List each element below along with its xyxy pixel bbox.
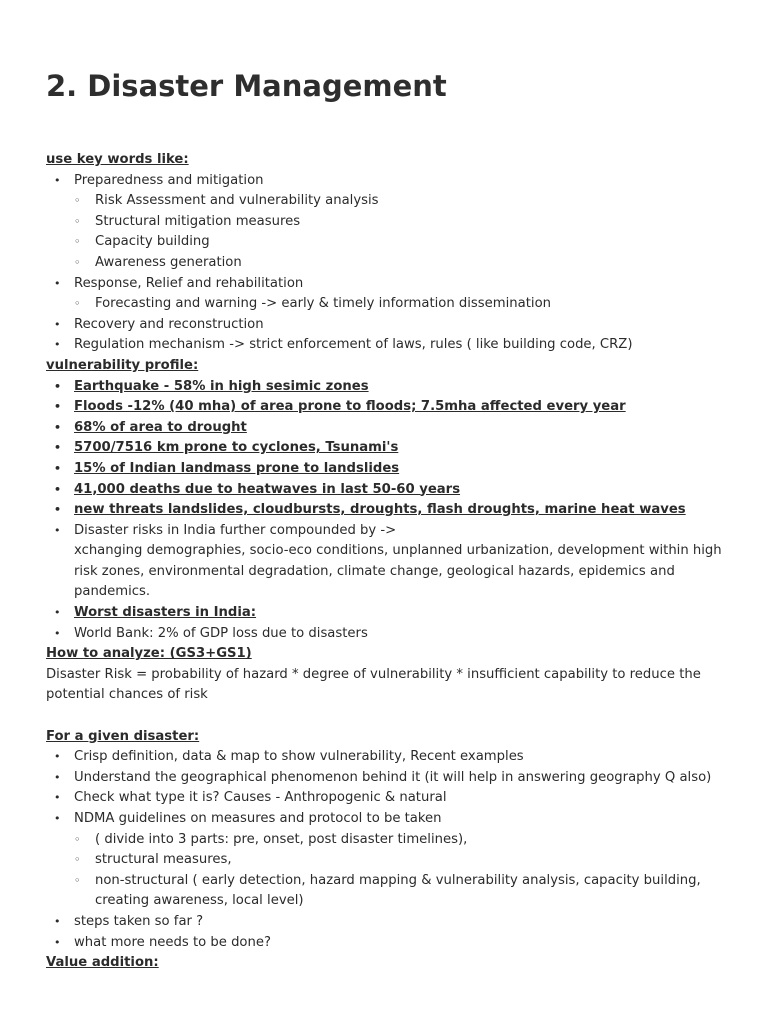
list-item: • Earthquake - 58% in high sesimic zones bbox=[74, 377, 722, 398]
sublist bbox=[74, 830, 722, 912]
list-item: • 41,000 deaths due to heatwaves in last 50-60 years bbox=[74, 480, 722, 501]
analyze-heading: How to analyze: (GS3+GS1) bbox=[46, 646, 252, 662]
list-item-label: NDMA guidelines on measures and protocol to be taken bbox=[74, 811, 442, 826]
sublist bbox=[74, 294, 722, 315]
list-item-label: Recovery and reconstruction bbox=[74, 316, 264, 332]
list-item: • what more needs to be done? bbox=[74, 933, 722, 954]
value-addition-heading: Value addition: bbox=[46, 955, 159, 971]
sublist-item: ◦ Forecasting and warning -> early & timely information dissemination bbox=[95, 294, 722, 315]
vulnerability-heading: vulnerability profile: bbox=[46, 357, 199, 373]
list-item: • new threats landslides, cloudbursts, droughts, flash droughts, marine heat waves bbox=[74, 500, 722, 521]
worst-disasters-label: Worst disasters in India: bbox=[74, 605, 257, 621]
page-title: 2. Disaster Management bbox=[46, 69, 447, 103]
given-disaster-list bbox=[46, 747, 722, 953]
list-item bbox=[74, 521, 722, 603]
sublist-item: ◦ Structural mitigation measures bbox=[95, 212, 722, 233]
list-item: • Understand the geographical phenomenon behind it (it will help in answering geography Q also) bbox=[74, 768, 722, 789]
list-item: • 5700/7516 km prone to cyclones, Tsunami's bbox=[74, 438, 722, 459]
risk-formula: Disaster Risk = probability of hazard * degree of vulnerability * insufficient capability to reduce the potential chances of risk bbox=[46, 666, 701, 703]
sublist-item: ◦ ( divide into 3 parts: pre, onset, post disaster timelines), bbox=[95, 830, 722, 851]
sublist-item: ◦ Capacity building bbox=[95, 232, 722, 253]
list-item: • 68% of area to drought bbox=[74, 418, 722, 439]
list-item bbox=[74, 603, 722, 624]
keywords-heading: use key words like: bbox=[46, 152, 189, 167]
spacer bbox=[46, 706, 722, 727]
compounded-detail: xchanging demographies, socio-eco conditions, unplanned urbanization, development within high risk zones, environmental degradation, climate change, geological hazards, epidemics and pandemics. bbox=[74, 543, 722, 600]
list-item: • 15% of Indian landmass prone to landslides bbox=[74, 459, 722, 480]
keywords-list bbox=[46, 171, 722, 356]
sublist-item: ◦ non-structural ( early detection, hazard mapping & vulnerability analysis, capacity building, creating awareness, local level) bbox=[95, 871, 722, 912]
document-body bbox=[46, 150, 722, 974]
list-item bbox=[74, 171, 722, 274]
list-item bbox=[74, 274, 722, 315]
list-item-label: Response, Relief and rehabilitation bbox=[74, 275, 304, 291]
vulnerability-list bbox=[46, 377, 722, 645]
list-item-label: Preparedness and mitigation bbox=[74, 172, 264, 188]
list-item bbox=[74, 809, 722, 912]
sublist-item: ◦ structural measures, bbox=[95, 850, 722, 871]
list-item: • Check what type it is? Causes - Anthropogenic & natural bbox=[74, 788, 722, 809]
sublist-item: ◦ Awareness generation bbox=[95, 253, 722, 274]
list-item bbox=[74, 315, 722, 336]
list-item: • Floods -12% (40 mha) of area prone to floods; 7.5mha affected every year bbox=[74, 397, 722, 418]
sublist bbox=[74, 191, 722, 273]
compounded-intro: • Disaster risks in India further compounded by -> bbox=[74, 522, 397, 538]
list-item: • Crisp definition, data & map to show vulnerability, Recent examples bbox=[74, 747, 722, 768]
sublist-item: ◦ Risk Assessment and vulnerability analysis bbox=[95, 191, 722, 212]
list-item: • World Bank: 2% of GDP loss due to disasters bbox=[74, 624, 722, 645]
given-disaster-heading: For a given disaster: bbox=[46, 728, 200, 744]
list-item bbox=[74, 335, 722, 356]
list-item-label: Regulation mechanism -> strict enforcement of laws, rules ( like building code, CRZ) bbox=[74, 337, 633, 353]
list-item: • steps taken so far ? bbox=[74, 912, 722, 933]
